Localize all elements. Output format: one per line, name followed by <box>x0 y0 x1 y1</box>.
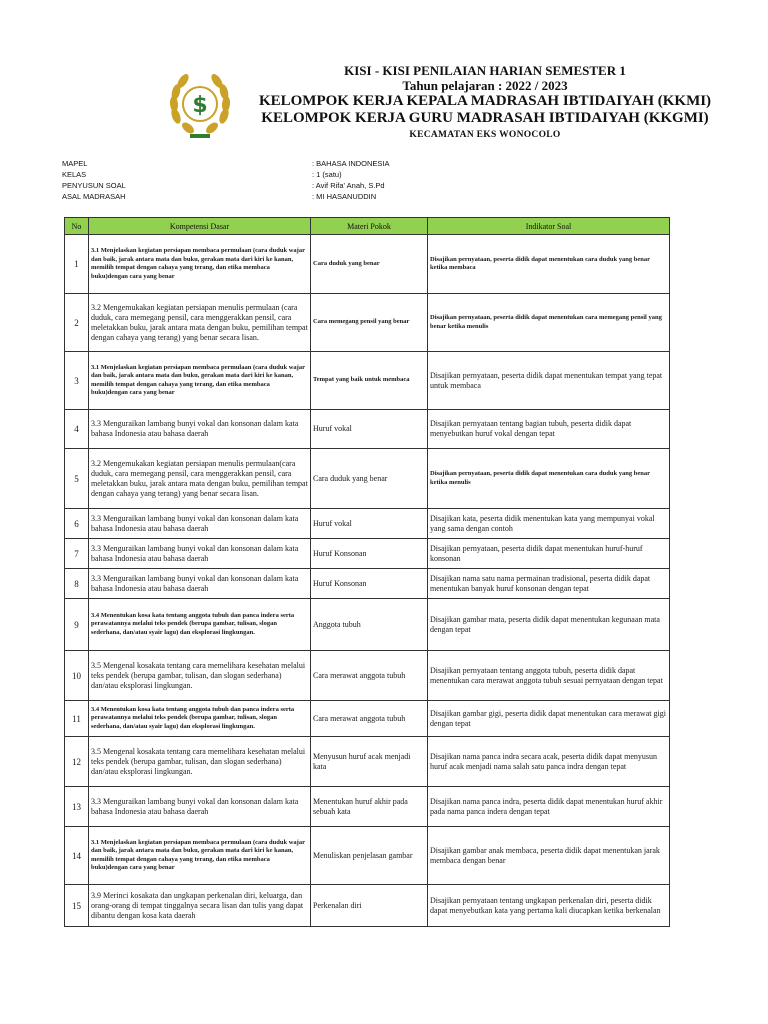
table-row <box>65 737 670 787</box>
cell-no: 5 <box>65 449 89 509</box>
table-row <box>65 235 670 294</box>
cell-no: 1 <box>65 235 89 294</box>
table-row <box>65 787 670 827</box>
header-kkgmi: KELOMPOK KERJA GURU MADRASAH IBTIDAIYAH (KKGMI) <box>261 110 709 126</box>
cell-kd: 3.3 Menguraikan lambang bunyi vokal dan konsonan dalam kata bahasa Indonesia atau bahasa daerah <box>89 787 311 827</box>
cell-no: 4 <box>65 410 89 449</box>
cell-indikator: Disajikan gambar gigi, peserta didik dapat menentukan cara merawat gigi dengan tepat <box>428 701 670 737</box>
cell-no: 12 <box>65 737 89 787</box>
table-row <box>65 352 670 410</box>
cell-materi: Cara memegang pensil yang benar <box>311 294 428 352</box>
cell-indikator: Disajikan pernyataan, peserta didik dapat menentukan huruf-huruf konsonan <box>428 539 670 569</box>
cell-materi: Perkenalan diri <box>311 885 428 927</box>
cell-kd: 3.5 Mengenal kosakata tentang cara memelihara kesehatan melalui teks pendek (berupa gambar, tulisan, dan slogan sederhana) dan/atau eksplorasi lingkungan. <box>89 651 311 701</box>
table-row <box>65 449 670 509</box>
cell-materi: Huruf Konsonan <box>311 569 428 599</box>
cell-kd: 3.5 Mengenal kosakata tentang cara memelihara kesehatan melalui teks pendek (berupa gambar, tulisan, dan slogan sederhana) dan/atau eksplorasi lingkungan. <box>89 737 311 787</box>
col-header-indikator: Indikator Soal <box>428 218 670 235</box>
meta-row-kelas <box>62 169 662 180</box>
header-title: KISI - KISI PENILAIAN HARIAN SEMESTER 1 <box>344 63 626 78</box>
cell-materi: Menentukan huruf akhir pada sebuah kata <box>311 787 428 827</box>
meta-value: : Avif Rifa' Anah, S.Pd <box>312 181 385 190</box>
svg-text:$: $ <box>192 93 208 118</box>
col-header-materi: Materi Pokok <box>311 218 428 235</box>
cell-indikator: Disajikan nama panca indra, peserta didik dapat menentukan huruf akhir pada nama panca indera dengan tepat <box>428 787 670 827</box>
cell-kd: 3.3 Menguraikan lambang bunyi vokal dan konsonan dalam kata bahasa Indonesia atau bahasa daerah <box>89 509 311 539</box>
cell-kd: 3.3 Menguraikan lambang bunyi vokal dan konsonan dalam kata bahasa Indonesia atau bahasa daerah <box>89 539 311 569</box>
col-header-kd: Kompetensi Dasar <box>89 218 311 235</box>
table-row <box>65 539 670 569</box>
table-row <box>65 701 670 737</box>
meta-row-mapel <box>62 158 662 169</box>
table-row <box>65 410 670 449</box>
cell-indikator: Disajikan pernyataan, peserta didik dapat menentukan cara memegang pensil yang benar ketika menulis <box>428 294 670 352</box>
header-district: KECAMATAN EKS WONOCOLO <box>409 130 561 140</box>
cell-materi: Huruf vokal <box>311 509 428 539</box>
cell-no: 8 <box>65 569 89 599</box>
table-row <box>65 885 670 927</box>
cell-kd: 3.1 Menjelaskan kegiatan persiapan membaca permulaan (cara duduk wajar dan baik, jarak antara mata dan buku, gerakan mata dari kiri ke kanan, memilih tempat dengan cahaya yang terang, dan etika membaca buku)dengan cara yang benar <box>89 352 311 410</box>
cell-indikator: Disajikan gambar anak membaca, peserta didik dapat menentukan jarak membaca dengan benar <box>428 827 670 885</box>
col-header-no: No <box>65 218 89 235</box>
table-row <box>65 827 670 885</box>
cell-no: 10 <box>65 651 89 701</box>
table-row <box>65 599 670 651</box>
cell-indikator: Disajikan pernyataan, peserta didik dapat menentukan cara duduk yang benar ketika membaca <box>428 235 670 294</box>
cell-indikator: Disajikan pernyataan tentang bagian tubuh, peserta didik dapat menyebutkan huruf vokal dengan tepat <box>428 410 670 449</box>
meta-key: MAPEL <box>62 159 88 168</box>
kisi-table <box>64 217 670 927</box>
cell-kd: 3.2 Mengemukakan kegiatan persiapan menulis permulaan (cara duduk, cara memegang pensil, cara menggerakkan pensil, cara meletakkan buku, jarak antara mata dengan buku, pemilihan tempat dengan cahaya yang terang) yang benar secara lisan. <box>89 294 311 352</box>
cell-no: 11 <box>65 701 89 737</box>
cell-no: 9 <box>65 599 89 651</box>
document-header <box>240 64 730 142</box>
cell-no: 6 <box>65 509 89 539</box>
cell-materi: Huruf Konsonan <box>311 539 428 569</box>
meta-row-penyusun <box>62 180 662 191</box>
cell-kd: 3.4 Menentukan kosa kata tentang anggota tubuh dan panca indera serta perawatannya melalui teks pendek (berupa gambar, tulisan, slogan sederhana, dan/atau syair lagu) dan eksplorasi lingkungan. <box>89 701 311 737</box>
cell-materi: Cara merawat anggota tubuh <box>311 701 428 737</box>
cell-materi: Cara duduk yang benar <box>311 235 428 294</box>
cell-kd: 3.3 Menguraikan lambang bunyi vokal dan konsonan dalam kata bahasa Indonesia atau bahasa daerah <box>89 569 311 599</box>
table-row <box>65 569 670 599</box>
cell-no: 3 <box>65 352 89 410</box>
cell-materi: Cara duduk yang benar <box>311 449 428 509</box>
cell-indikator: Disajikan pernyataan tentang anggota tubuh, peserta didik dapat menentukan cara merawat anggota tubuh sesuai pernyataan dengan tepat <box>428 651 670 701</box>
meta-row-madrasah <box>62 191 662 202</box>
cell-indikator: Disajikan pernyataan tentang ungkapan perkenalan diri, peserta didik dapat menyebutkan kata yang pertama kali diucapkan ketika berkenalan <box>428 885 670 927</box>
cell-kd: 3.1 Menjelaskan kegiatan persiapan membaca permulaan (cara duduk wajar dan baik, jarak antara mata dan buku, gerakan mata dari kiri ke kanan, memilih tempat dengan cahaya yang terang, dan etika membaca buku)dengan cara yang benar <box>89 827 311 885</box>
table-row <box>65 509 670 539</box>
meta-key: ASAL MADRASAH <box>62 192 126 201</box>
cell-kd: 3.1 Menjelaskan kegiatan persiapan membaca permulaan (cara duduk wajar dan baik, jarak antara mata dan buku, gerakan mata dari kiri ke kanan, memilih tempat dengan cahaya yang terang, dan etika membaca buku)dengan cara yang benar <box>89 235 311 294</box>
meta-value: : MI HASANUDDIN <box>312 192 377 201</box>
cell-no: 2 <box>65 294 89 352</box>
table-row <box>65 651 670 701</box>
cell-materi: Anggota tubuh <box>311 599 428 651</box>
cell-kd: 3.2 Mengemukakan kegiatan persiapan menulis permulaan(cara duduk, cara memegang pensil, cara menggerakkan pensil, cara meletakkan buku, jarak antara mata dengan buku, pemilihan tempat dengan cahaya yang terang) yang benar secara lisan. <box>89 449 311 509</box>
cell-indikator: Disajikan kata, peserta didik menentukan kata yang mempunyai vokal yang sama dengan contoh <box>428 509 670 539</box>
meta-info <box>62 158 662 202</box>
cell-no: 7 <box>65 539 89 569</box>
cell-indikator: Disajikan nama panca indra secara acak, peserta didik dapat menyusun huruf acak menjadi nama salah satu panca indra dengan tepat <box>428 737 670 787</box>
cell-materi: Menuliskan penjelasan gambar <box>311 827 428 885</box>
cell-indikator: Disajikan pernyataan, peserta didik dapat menentukan cara duduk yang benar ketika menulis <box>428 449 670 509</box>
cell-materi: Menyusun huruf acak menjadi kata <box>311 737 428 787</box>
cell-kd: 3.9 Merinci kosakata dan ungkapan perkenalan diri, keluarga, dan orang-orang di tempat tinggalnya secara lisan dan tulis yang dapat dibantu dengan kosa kata daerah <box>89 885 311 927</box>
meta-key: PENYUSUN SOAL <box>62 181 126 190</box>
header-school-year: Tahun pelajaran : 2022 / 2023 <box>402 78 568 93</box>
cell-indikator: Disajikan pernyataan, peserta didik dapat menentukan tempat yang tepat untuk membaca <box>428 352 670 410</box>
cell-materi: Huruf vokal <box>311 410 428 449</box>
meta-value: : 1 (satu) <box>312 170 342 179</box>
table-header-row <box>65 218 670 235</box>
table-row <box>65 294 670 352</box>
cell-kd: 3.3 Menguraikan lambang bunyi vokal dan konsonan dalam kata bahasa Indonesia atau bahasa daerah <box>89 410 311 449</box>
cell-indikator: Disajikan gambar mata, peserta didik dapat menentukan kegunaan mata dengan tepat <box>428 599 670 651</box>
meta-key: KELAS <box>62 170 87 179</box>
meta-value: : BAHASA INDONESIA <box>312 159 390 168</box>
cell-no: 14 <box>65 827 89 885</box>
logo <box>166 66 234 146</box>
header-kkmi: KELOMPOK KERJA KEPALA MADRASAH IBTIDAIYAH (KKMI) <box>258 93 712 109</box>
cell-kd: 3.4 Menentukan kosa kata tentang anggota tubuh dan panca indera serta perawatannya melalui teks pendek (berupa gambar, tulisan, slogan sederhana, dan/atau syair lagu) dan eksplorasi lingkungan. <box>89 599 311 651</box>
cell-indikator: Disajikan nama satu nama permainan tradisional, peserta didik dapat menentukan banyak huruf konsonan dengan tepat <box>428 569 670 599</box>
cell-materi: Tempat yang baik untuk membaca <box>311 352 428 410</box>
wreath-emblem-icon <box>166 66 234 146</box>
cell-no: 15 <box>65 885 89 927</box>
cell-no: 13 <box>65 787 89 827</box>
cell-materi: Cara merawat anggota tubuh <box>311 651 428 701</box>
